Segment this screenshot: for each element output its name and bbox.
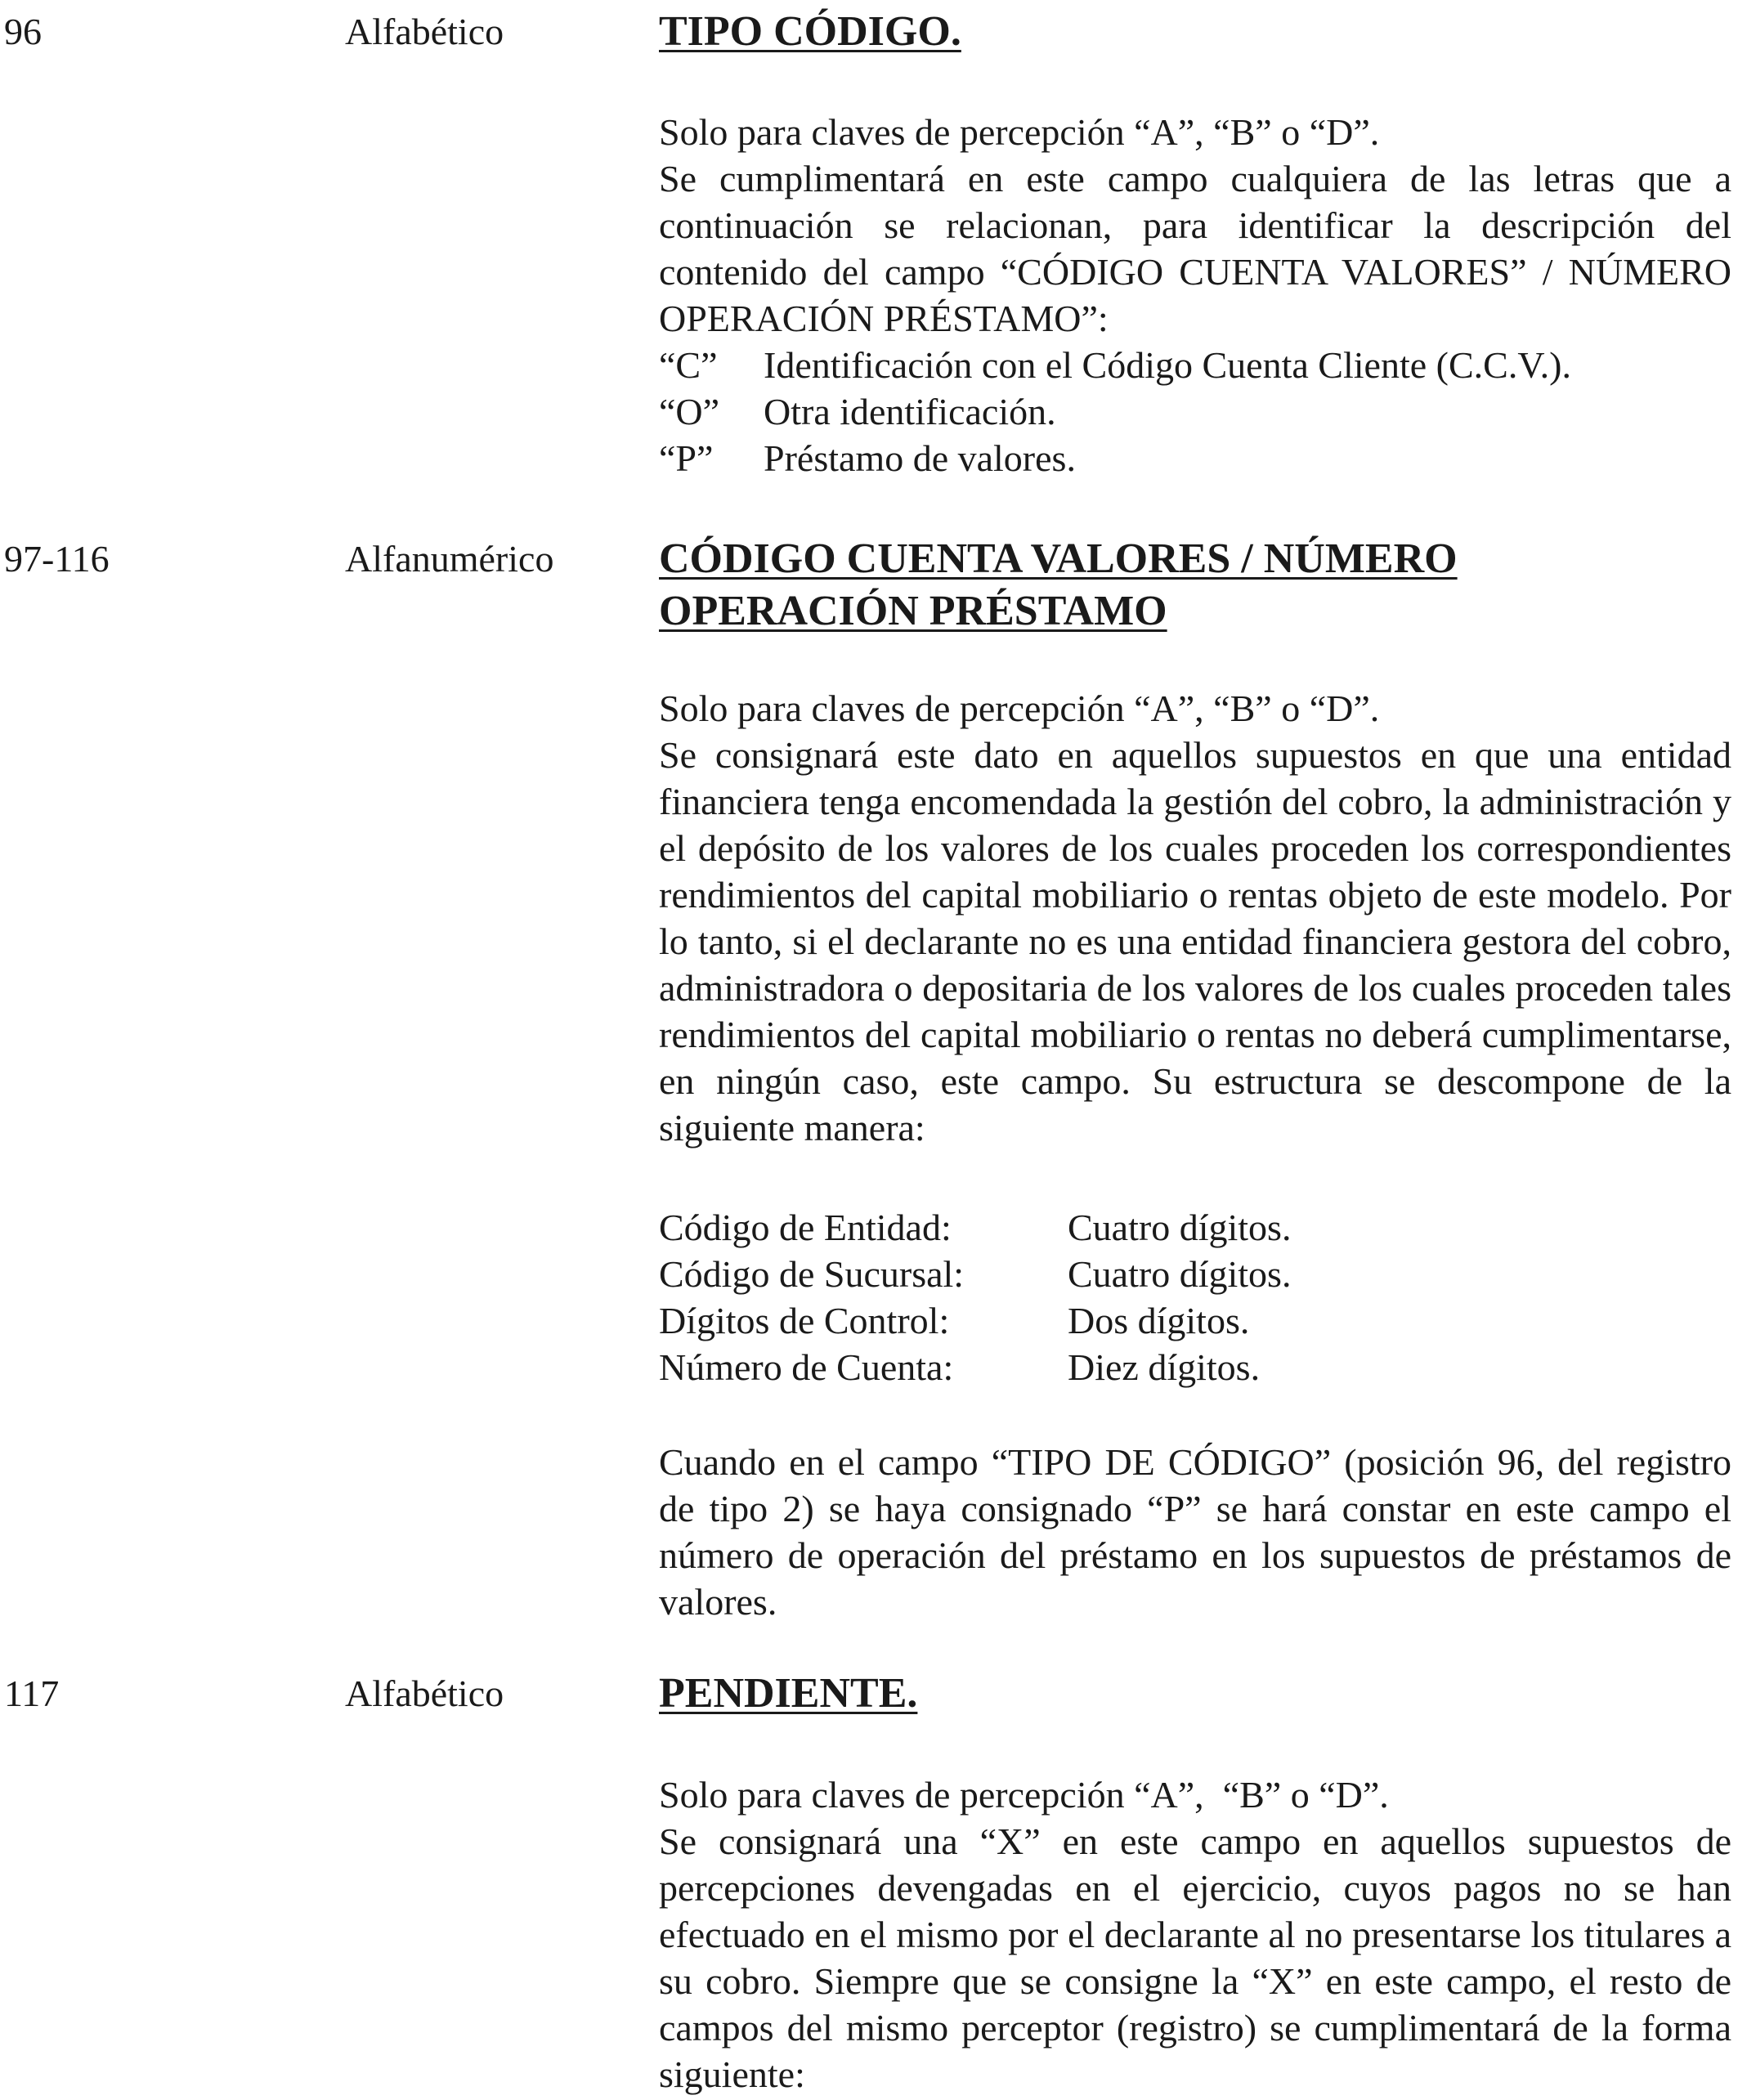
field-title: PENDIENTE.: [659, 1670, 918, 1717]
structure-list: [659, 1204, 1731, 1390]
field-description-117: [659, 1771, 1731, 2098]
code-description: Otra identificación.: [764, 391, 1056, 432]
field-title: [659, 533, 1730, 638]
body-paragraph: Se consignará una “X” en este campo en aquellos supuestos de percepciones devengadas en el ejercicio, cuyos pagos no se han efectuado en el mismo por el declarante al no presentarse los titulares a su cobro. Siempre que se consigne la “X” en este campo, el resto de campos del mismo perceptor (registro) se cumplimentará de la forma siguiente:: [659, 1820, 1731, 2095]
field-position: 97-116: [4, 538, 110, 580]
condition-text: Solo para claves de percepción “A”, “B” o “D”.: [659, 1774, 1389, 1816]
field-type: Alfanumérico: [345, 538, 554, 580]
field-description-96: [659, 109, 1731, 481]
structure-label: Dígitos de Control:: [659, 1300, 950, 1341]
structure-item: [659, 1297, 1731, 1344]
structure-value: Dos dígitos.: [1068, 1300, 1250, 1341]
field-position: 117: [4, 1672, 60, 1714]
structure-value: Cuatro dígitos.: [1068, 1207, 1292, 1248]
structure-item: [659, 1204, 1731, 1251]
note-paragraph: Cuando en el campo “TIPO DE CÓDIGO” (posición 96, del registro de tipo 2) se haya consignado “P” se hará constar en este campo el número de operación del préstamo en los supuestos de préstamos de valores.: [659, 1441, 1731, 1623]
code-letter: “C”: [659, 344, 718, 386]
structure-item: [659, 1344, 1731, 1390]
code-description: Préstamo de valores.: [764, 437, 1076, 479]
code-letter: “O”: [659, 391, 720, 432]
code-item: [659, 342, 1731, 388]
field-title-line: CÓDIGO CUENTA VALORES / NÚMERO: [659, 535, 1458, 582]
field-position: 96: [4, 11, 42, 52]
structure-label: Código de Sucursal:: [659, 1253, 965, 1295]
intro-paragraph: Se cumplimentará en este campo cualquiera de las letras que a continuación se relacionan, para identificar la descripción del contenido del campo “CÓDIGO CUENTA VALORES” / NÚMERO OPERACIÓN PRÉSTAMO”:: [659, 158, 1731, 339]
field-title-line: OPERACIÓN PRÉSTAMO: [659, 588, 1167, 634]
code-item: [659, 388, 1731, 435]
body-paragraph: Se consignará este dato en aquellos supuestos en que una entidad financiera tenga encomendada la gestión del cobro, la administración y el depósito de los valores de los cuales proceden los correspondientes rendimientos del capital mobiliario o rentas objeto de este modelo. Por lo tanto, si el declarante no es una entidad financiera gestora del cobro, administradora o depositaria de los valores de los cuales proceden tales rendimientos del capital mobiliario o rentas no deberá cumplimentarse, en ningún caso, este campo. Su estructura se descompone de la siguiente manera:: [659, 734, 1731, 1149]
structure-label: Número de Cuenta:: [659, 1346, 954, 1388]
condition-text: Solo para claves de percepción “A”, “B” o “D”.: [659, 111, 1380, 153]
field-title: TIPO CÓDIGO.: [659, 8, 961, 55]
structure-item: [659, 1251, 1731, 1297]
code-letter: “P”: [659, 437, 714, 479]
field-type: Alfabético: [345, 11, 504, 52]
code-item: [659, 435, 1731, 481]
structure-value: Cuatro dígitos.: [1068, 1253, 1292, 1295]
structure-value: Diez dígitos.: [1068, 1346, 1261, 1388]
field-description-97-116: [659, 685, 1731, 1151]
code-description: Identificación con el Código Cuenta Cliente (C.C.V.).: [764, 344, 1571, 386]
structure-label: Código de Entidad:: [659, 1207, 952, 1248]
field-type: Alfabético: [345, 1672, 504, 1714]
condition-text: Solo para claves de percepción “A”, “B” o “D”.: [659, 687, 1380, 729]
